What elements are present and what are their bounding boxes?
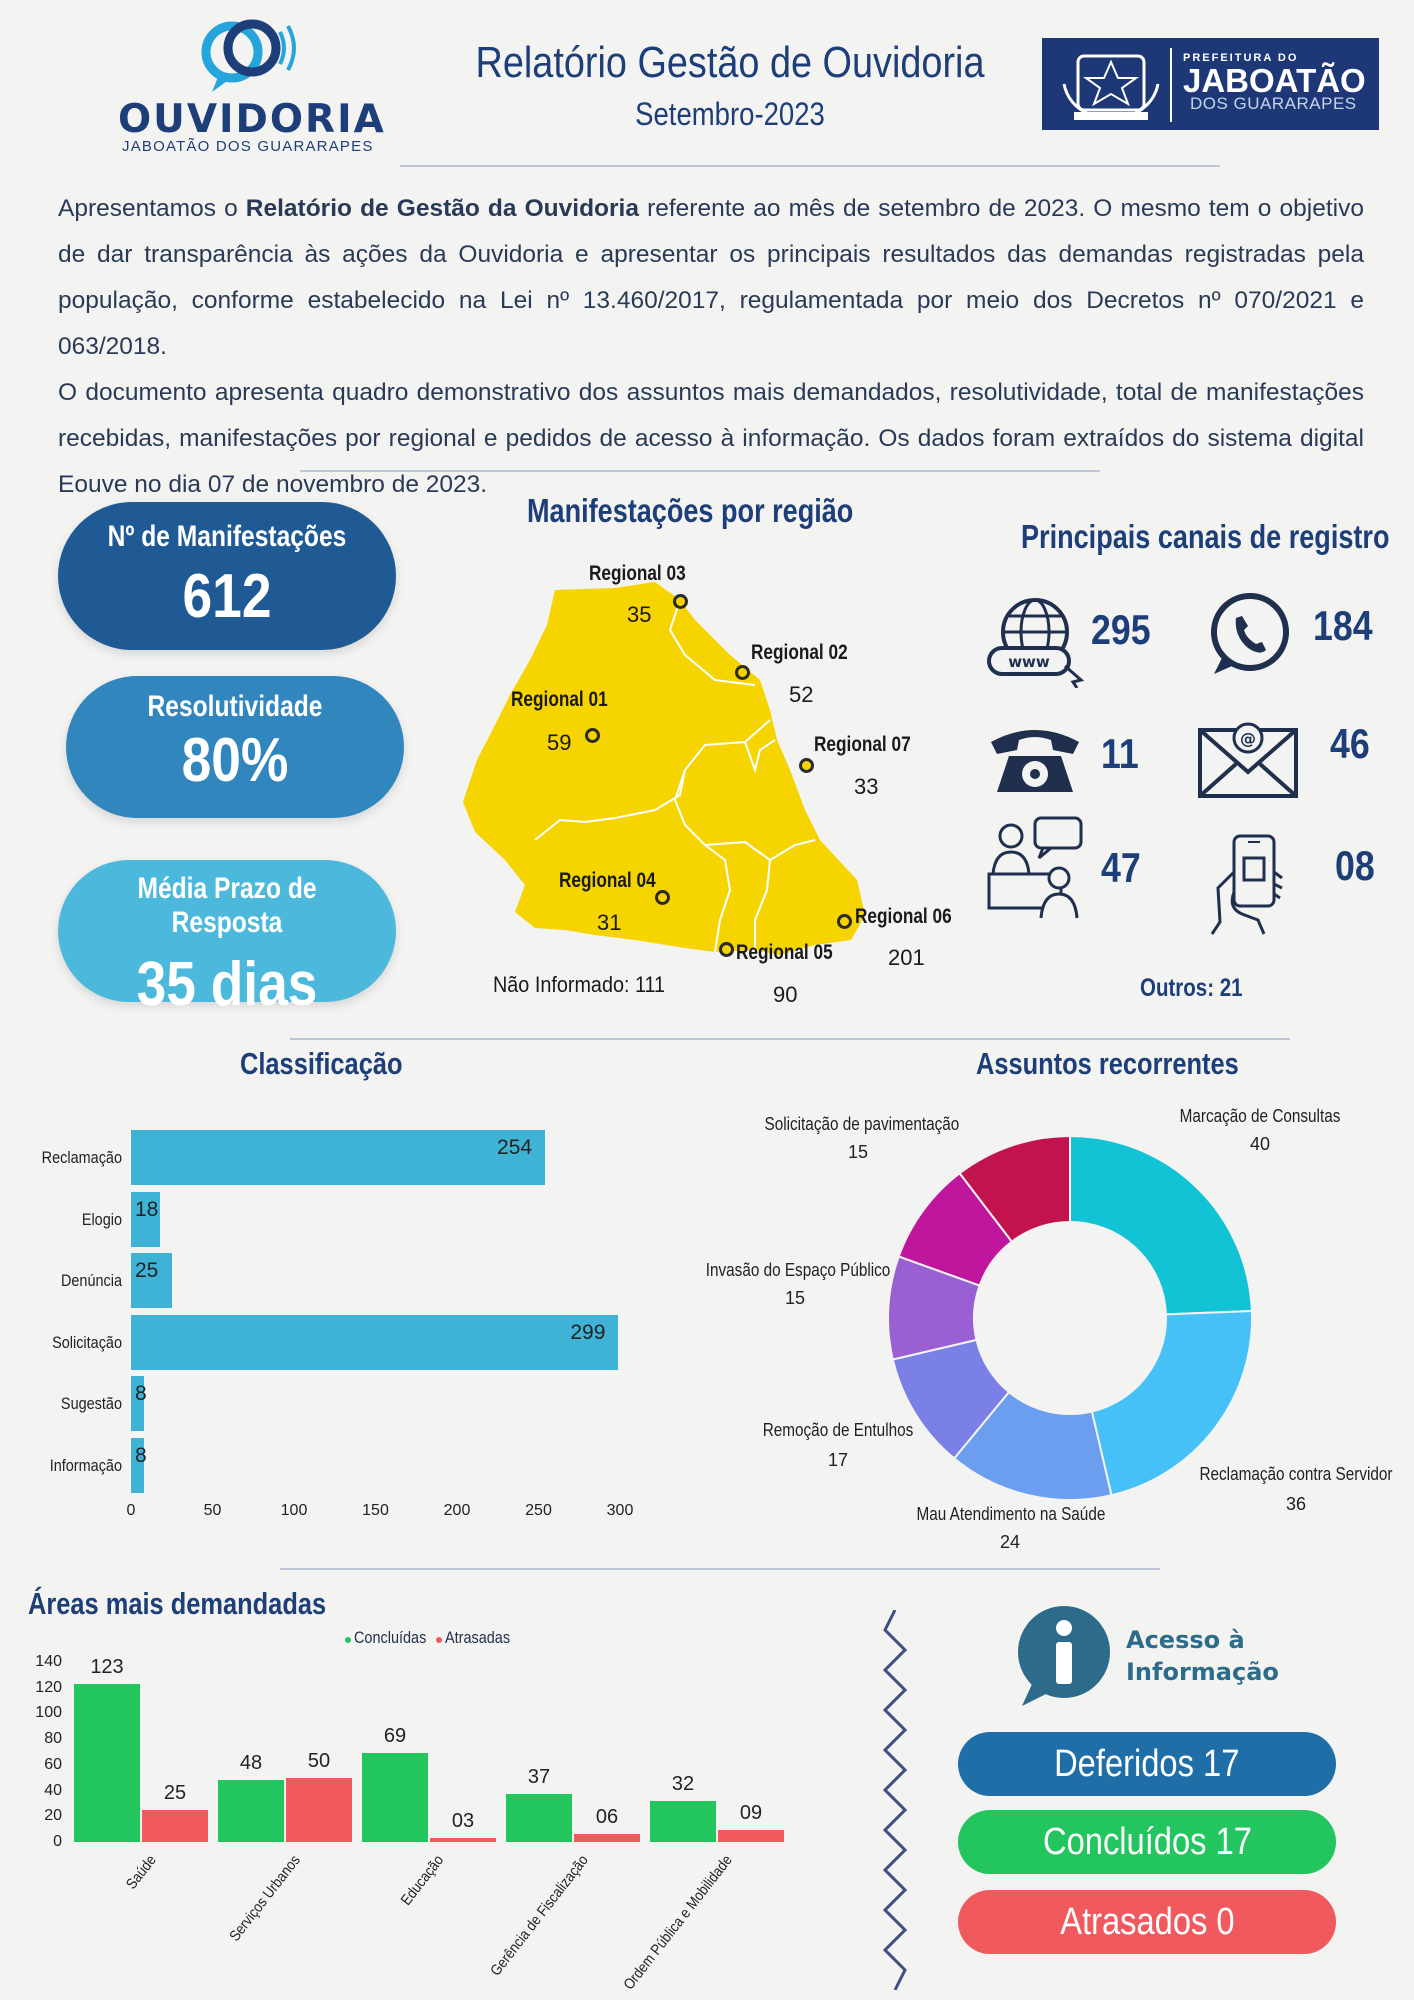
canal-in-person-value: 47 bbox=[1101, 844, 1141, 891]
cls-value-sugestao: 8 bbox=[135, 1382, 147, 1405]
areas-ytick-120: 120 bbox=[35, 1678, 62, 1696]
report-subtitle: Setembro-2023 bbox=[635, 96, 825, 132]
areas-bar-1-2 bbox=[430, 1838, 496, 1842]
donut-value-5: 15 bbox=[847, 1142, 869, 1162]
telephone-icon bbox=[985, 720, 1085, 796]
regional-06-label: Regional 06 bbox=[855, 905, 952, 928]
areas-category-4: Ordem Pública e Mobilidade bbox=[619, 1852, 736, 1994]
section-divider-2 bbox=[290, 1038, 1290, 1040]
cls-xtick-250: 250 bbox=[525, 1502, 552, 1519]
in-person-icon bbox=[985, 814, 1091, 922]
cls-value-reclamacao: 254 bbox=[497, 1136, 533, 1159]
legend-atrasadas-swatch bbox=[436, 1637, 442, 1643]
areas-bar-1-3 bbox=[574, 1834, 640, 1842]
regional-02-label: Regional 02 bbox=[751, 641, 848, 664]
areas-title: Áreas mais demandadas bbox=[28, 1586, 327, 1621]
regional-05-value: 90 bbox=[773, 982, 798, 1007]
cls-label-sugestao: Sugestão bbox=[60, 1394, 122, 1413]
cls-xtick-100: 100 bbox=[280, 1502, 308, 1519]
classificacao-title: Classificação bbox=[240, 1046, 403, 1081]
areas-value-0-0: 123 bbox=[90, 1655, 124, 1678]
areas-category-0: Saúde bbox=[122, 1852, 160, 1893]
areas-ytick-40: 40 bbox=[44, 1781, 62, 1799]
regional-02-value: 52 bbox=[789, 682, 814, 707]
areas-bar-1-4 bbox=[718, 1830, 784, 1842]
areas-ytick-80: 80 bbox=[44, 1730, 62, 1748]
donut-label-0: Marcação de Consultas bbox=[1179, 1106, 1341, 1126]
acesso-concluidos: Concluídos 17 bbox=[958, 1810, 1336, 1874]
regional-07-label: Regional 07 bbox=[814, 733, 911, 756]
assuntos-title: Assuntos recorrentes bbox=[976, 1046, 1239, 1081]
logo-title: OUVIDORIA bbox=[118, 97, 386, 142]
cls-label-reclamacao: Reclamação bbox=[41, 1148, 122, 1167]
canal-whatsapp-value: 184 bbox=[1313, 602, 1373, 649]
cls-value-solicitacao: 299 bbox=[570, 1320, 606, 1344]
donut-value-1: 36 bbox=[1285, 1494, 1307, 1514]
acesso-title-line1: Acesso à bbox=[1126, 1626, 1245, 1654]
logo-subtitle: JABOATÃO DOS GUARARAPES bbox=[122, 138, 374, 155]
stat-manifestacoes bbox=[58, 502, 396, 650]
map-dot-regional-03 bbox=[673, 594, 688, 609]
areas-value-0-1: 48 bbox=[239, 1752, 263, 1775]
regional-05-label: Regional 05 bbox=[736, 941, 833, 964]
map-dot-regional-07 bbox=[799, 758, 814, 773]
areas-ytick-20: 20 bbox=[44, 1807, 62, 1825]
regional-06-value: 201 bbox=[888, 945, 925, 970]
map-dot-regional-04 bbox=[655, 890, 670, 905]
stat-prazo-label: Média Prazo de Resposta bbox=[137, 872, 317, 939]
cls-label-denuncia: Denúncia bbox=[60, 1271, 122, 1290]
section-divider-3 bbox=[280, 1568, 1160, 1570]
donut-label-5: Solicitação de pavimentação bbox=[764, 1114, 960, 1134]
canal-mobile-app-value: 08 bbox=[1335, 842, 1375, 889]
map-dot-regional-01 bbox=[585, 728, 600, 743]
cls-xtick-150: 150 bbox=[362, 1502, 389, 1519]
legend-atrasadas-label: Atrasadas bbox=[445, 1628, 511, 1647]
wavy-divider bbox=[880, 1610, 910, 1990]
stat-manifestacoes-value: 612 bbox=[182, 562, 272, 631]
donut-value-0: 40 bbox=[1249, 1134, 1271, 1154]
canais-title: Principais canais de registro bbox=[1021, 518, 1390, 555]
cls-label-solicitacao: Solicitação bbox=[52, 1332, 123, 1352]
regional-07-value: 33 bbox=[854, 774, 879, 799]
cls-value-elogio: 18 bbox=[135, 1197, 159, 1221]
canais-outros: Outros: 21 bbox=[1140, 974, 1243, 1002]
acesso-deferidos: Deferidos 17 bbox=[958, 1732, 1336, 1796]
acesso-title-line2: Informação bbox=[1126, 1658, 1279, 1686]
email-icon bbox=[1196, 716, 1300, 800]
cls-value-informacao: 8 bbox=[135, 1443, 147, 1467]
intro-paragraph-2: O documento apresenta quadro demonstrativo dos assuntos mais demandados, resolutividade, total de manifestações recebidas, manifestações por regional e pedidos de acesso à informação. Os dados foram extraídos do sistema digital Eouve no dia 07 de novembro de 2023. bbox=[58, 379, 1364, 498]
cls-xtick-50: 50 bbox=[203, 1502, 222, 1519]
cls-xtick-300: 300 bbox=[606, 1502, 634, 1519]
header-divider bbox=[400, 165, 1220, 167]
donut-label-4: Invasão do Espaço Público bbox=[705, 1260, 891, 1280]
regional-01-label: Regional 01 bbox=[511, 688, 608, 711]
areas-ytick-100: 100 bbox=[35, 1704, 62, 1722]
stat-prazo-value: 35 dias bbox=[136, 950, 318, 1019]
map-dot-regional-05 bbox=[719, 942, 734, 957]
cls-label-informacao: Informação bbox=[49, 1455, 122, 1475]
areas-value-1-0: 25 bbox=[163, 1781, 187, 1804]
areas-bar-0-4 bbox=[650, 1801, 716, 1842]
areas-bar-0-1 bbox=[218, 1780, 284, 1842]
stat-resolutividade-label: Resolutividade bbox=[147, 690, 323, 723]
areas-value-1-1: 50 bbox=[307, 1749, 331, 1772]
donut-value-2: 24 bbox=[999, 1532, 1021, 1552]
regioes-title: Manifestações por região bbox=[527, 492, 854, 529]
cls-xtick-200: 200 bbox=[443, 1502, 471, 1519]
regional-01-value: 59 bbox=[547, 730, 572, 755]
acesso-atrasados: Atrasados 0 bbox=[958, 1890, 1336, 1954]
regional-04-label: Regional 04 bbox=[559, 869, 656, 892]
prefeitura-main: JABOATÃO bbox=[1183, 62, 1366, 99]
donut-value-3: 17 bbox=[827, 1450, 849, 1470]
intro-text bbox=[58, 186, 1364, 508]
areas-bar-0-2 bbox=[362, 1753, 428, 1842]
coat-of-arms-icon bbox=[1058, 44, 1168, 124]
stat-resolutividade-value: 80% bbox=[181, 726, 289, 795]
cls-bar-solicitacao bbox=[131, 1315, 618, 1370]
donut-label-2: Mau Atendimento na Saúde bbox=[916, 1504, 1106, 1524]
areas-value-1-2: 03 bbox=[451, 1810, 475, 1833]
areas-ytick-0: 0 bbox=[53, 1833, 62, 1850]
report-title: Relatório Gestão de Ouvidoria bbox=[475, 38, 985, 87]
canal-web-value: 295 bbox=[1091, 606, 1151, 653]
svg-text:@: @ bbox=[1240, 729, 1256, 748]
stat-manifestacoes-label: Nº de Manifestações bbox=[107, 520, 347, 553]
map-dot-regional-06 bbox=[837, 914, 852, 929]
areas-ytick-140: 140 bbox=[35, 1653, 62, 1670]
stat-prazo bbox=[58, 860, 396, 1019]
info-icon bbox=[1012, 1604, 1112, 1708]
areas-value-1-3: 06 bbox=[595, 1806, 619, 1829]
areas-category-2: Educação bbox=[397, 1852, 448, 1909]
regional-04-value: 31 bbox=[597, 910, 622, 935]
web-icon bbox=[985, 596, 1085, 688]
areas-ytick-60: 60 bbox=[44, 1755, 62, 1773]
areas-category-3: Gerência de Fiscalização bbox=[486, 1852, 592, 1980]
stat-resolutividade bbox=[66, 676, 404, 818]
areas-value-1-4: 09 bbox=[739, 1802, 763, 1825]
prefeitura-bottom: DOS GUARARAPES bbox=[1190, 94, 1357, 113]
areas-value-0-2: 69 bbox=[383, 1725, 407, 1748]
cls-xtick-0: 0 bbox=[126, 1502, 136, 1519]
region-map bbox=[455, 560, 895, 960]
cls-label-elogio: Elogio bbox=[81, 1209, 122, 1229]
section-divider-1 bbox=[300, 470, 1100, 472]
prefeitura-top: PREFEITURA DO bbox=[1183, 52, 1299, 64]
cls-value-denuncia: 25 bbox=[135, 1259, 159, 1282]
donut-label-3: Remoção de Entulhos bbox=[762, 1420, 914, 1440]
donut-label-1: Reclamação contra Servidor bbox=[1199, 1464, 1393, 1484]
canal-email-value: 46 bbox=[1330, 720, 1370, 767]
areas-value-0-4: 32 bbox=[671, 1772, 695, 1795]
mobile-app-icon bbox=[1210, 832, 1290, 936]
areas-bar-1-0 bbox=[142, 1810, 208, 1842]
regional-03-value: 35 bbox=[627, 602, 652, 627]
map-dot-regional-02 bbox=[735, 665, 750, 680]
areas-bar-1-1 bbox=[286, 1778, 352, 1842]
legend-concluidas-label: Concluídas bbox=[354, 1628, 427, 1647]
speech-bubble-logo-icon bbox=[190, 10, 310, 100]
donut-slice-0 bbox=[1070, 1136, 1252, 1314]
intro-paragraph-1: Apresentamos o Relatório de Gestão da Ouvidoria referente ao mês de setembro de 2023. O mesmo tem o objetivo de dar transparência às ações da Ouvidoria e apresentar os principais resultados das demandas registradas pela população, conforme estabelecido na Lei nº 13.460/2017, regulamentada por meio dos Decretos nº 070/2021 e 063/2018. bbox=[58, 195, 1364, 360]
cls-bar-reclamacao bbox=[131, 1130, 545, 1185]
areas-bar-0-3 bbox=[506, 1794, 572, 1842]
whatsapp-icon bbox=[1200, 588, 1300, 678]
svg-text:www: www bbox=[1008, 653, 1050, 671]
canal-telephone-value: 11 bbox=[1101, 730, 1139, 777]
regional-03-label: Regional 03 bbox=[589, 562, 686, 585]
legend-concluidas-swatch bbox=[345, 1637, 351, 1643]
logo-divider bbox=[1170, 48, 1172, 122]
areas-category-1: Serviços Urbanos bbox=[225, 1852, 304, 1945]
areas-bar-0-0 bbox=[74, 1684, 140, 1842]
areas-value-0-3: 37 bbox=[527, 1766, 551, 1789]
donut-value-4: 15 bbox=[784, 1288, 806, 1308]
nao-informado: Não Informado: 111 bbox=[493, 972, 666, 997]
